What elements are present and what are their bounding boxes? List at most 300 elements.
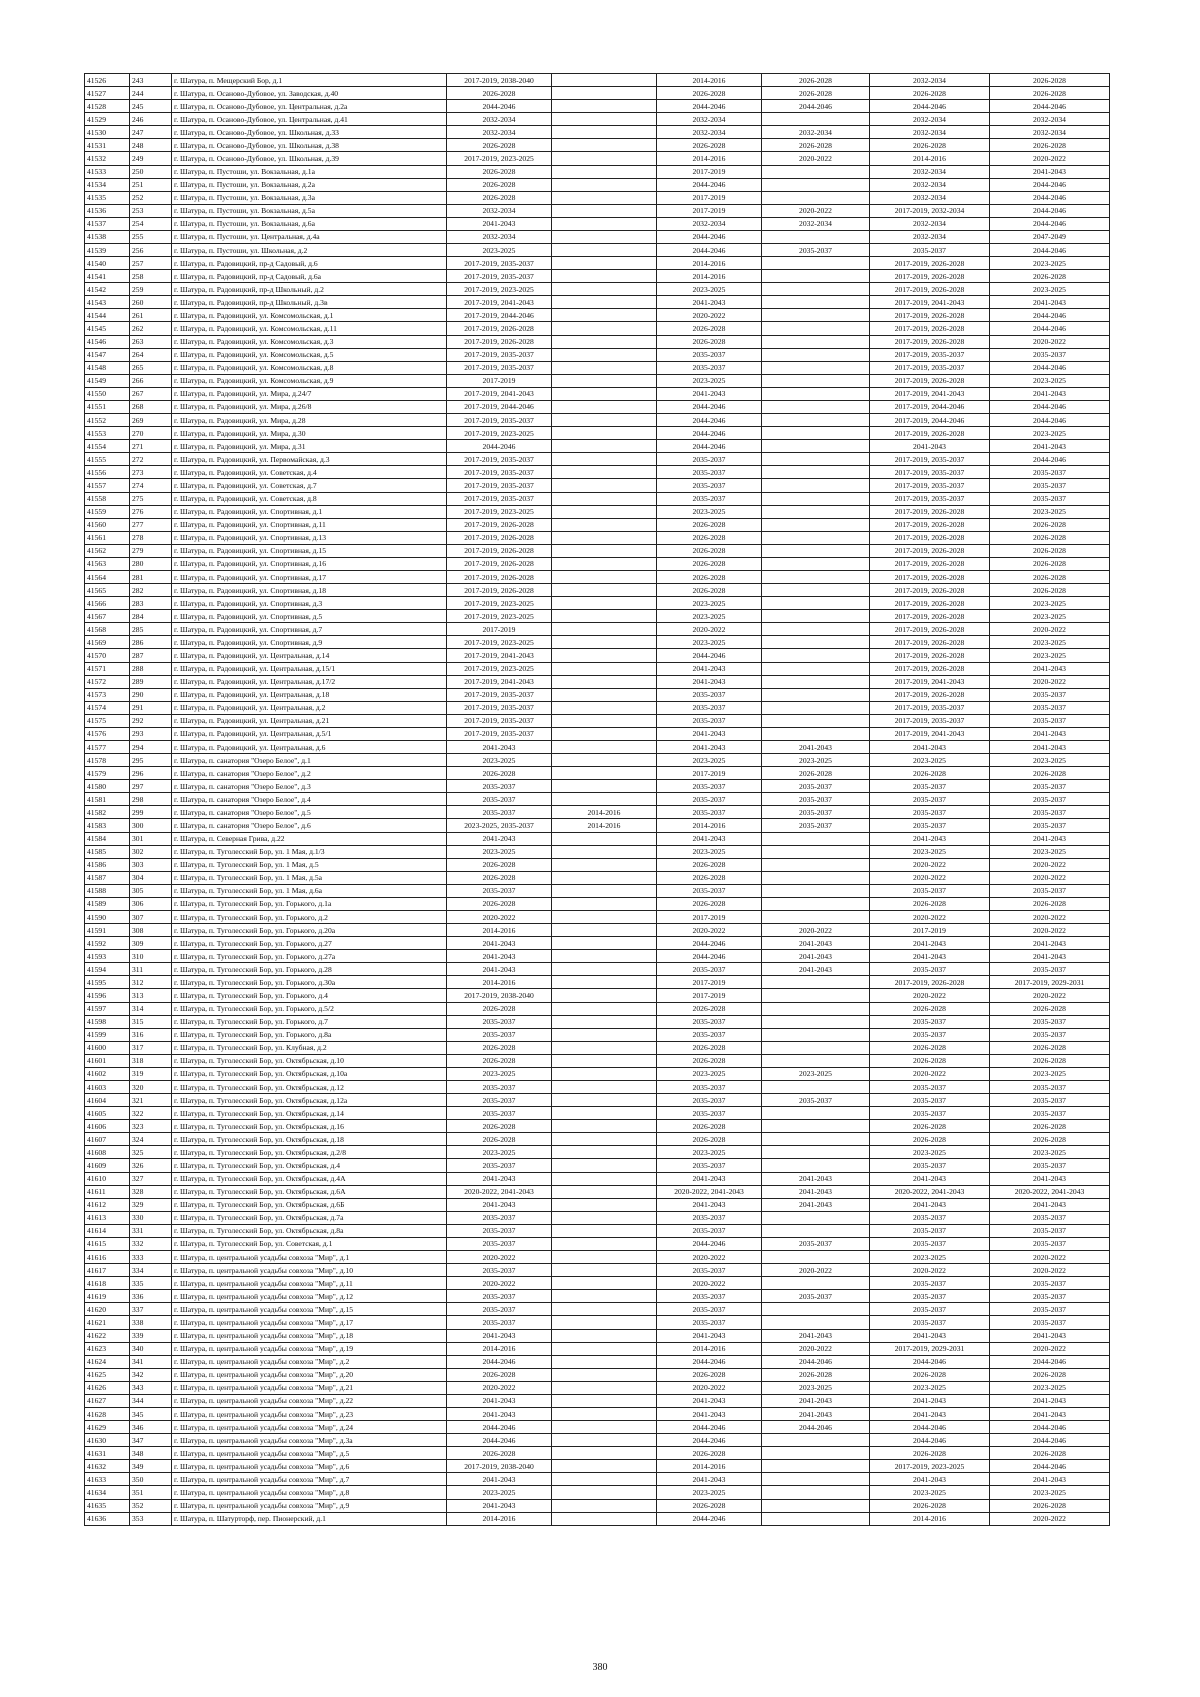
item-number-cell: 335 <box>130 1277 172 1290</box>
period-1-cell: 2014-2016 <box>447 1512 552 1525</box>
period-2-cell <box>552 557 657 570</box>
period-1-cell: 2035-2037 <box>447 806 552 819</box>
address-cell: г. Шатура, п. Осаново-Дубовое, ул. Школьная, д.38 <box>172 139 447 152</box>
table-body <box>85 74 1110 1526</box>
table-row <box>85 662 1110 675</box>
row-id-cell: 41587 <box>85 871 130 884</box>
period-6-cell: 2032-2034 <box>990 126 1110 139</box>
address-cell: г. Шатура, п. Радовицкий, ул. Спортивная, д.18 <box>172 584 447 597</box>
period-4-cell <box>762 1512 870 1525</box>
period-1-cell: 2041-2043 <box>447 1198 552 1211</box>
row-id-cell: 41617 <box>85 1264 130 1277</box>
period-5-cell: 2032-2034 <box>870 191 990 204</box>
table-row <box>85 1460 1110 1473</box>
table-row <box>85 740 1110 753</box>
table-row <box>85 950 1110 963</box>
period-4-cell <box>762 623 870 636</box>
table-row <box>85 1368 1110 1381</box>
item-number-cell: 271 <box>130 440 172 453</box>
period-6-cell: 2026-2028 <box>990 897 1110 910</box>
period-6-cell: 2035-2037 <box>990 714 1110 727</box>
period-6-cell: 2026-2028 <box>990 584 1110 597</box>
item-number-cell: 344 <box>130 1394 172 1407</box>
item-number-cell: 343 <box>130 1381 172 1394</box>
row-id-cell: 41553 <box>85 427 130 440</box>
table-row <box>85 688 1110 701</box>
address-cell: г. Шатура, п. Туголесский Бор, ул. Октябрьская, д.18 <box>172 1133 447 1146</box>
period-6-cell: 2035-2037 <box>990 1224 1110 1237</box>
period-6-cell: 2035-2037 <box>990 1277 1110 1290</box>
period-1-cell: 2017-2019, 2035-2037 <box>447 348 552 361</box>
address-cell: г. Шатура, п. Осаново-Дубовое, ул. Заводская, д.40 <box>172 87 447 100</box>
period-6-cell: 2044-2046 <box>990 191 1110 204</box>
period-5-cell: 2017-2019, 2026-2028 <box>870 584 990 597</box>
item-number-cell: 249 <box>130 152 172 165</box>
period-6-cell: 2035-2037 <box>990 701 1110 714</box>
item-number-cell: 274 <box>130 479 172 492</box>
period-6-cell: 2026-2028 <box>990 74 1110 87</box>
period-1-cell: 2026-2028 <box>447 1368 552 1381</box>
period-4-cell <box>762 335 870 348</box>
period-1-cell: 2026-2028 <box>447 1447 552 1460</box>
item-number-cell: 257 <box>130 257 172 270</box>
period-3-cell: 2035-2037 <box>657 1107 762 1120</box>
table-row <box>85 1081 1110 1094</box>
period-5-cell: 2017-2019, 2035-2037 <box>870 479 990 492</box>
period-4-cell <box>762 845 870 858</box>
period-6-cell: 2017-2019, 2029-2031 <box>990 976 1110 989</box>
period-1-cell: 2041-2043 <box>447 937 552 950</box>
period-6-cell: 2026-2028 <box>990 139 1110 152</box>
period-3-cell: 2017-2019 <box>657 767 762 780</box>
row-id-cell: 41549 <box>85 374 130 387</box>
period-3-cell: 2023-2025 <box>657 845 762 858</box>
period-4-cell <box>762 479 870 492</box>
period-5-cell: 2044-2046 <box>870 100 990 113</box>
address-cell: г. Шатура, п. Радовицкий, ул. Спортивная, д.13 <box>172 531 447 544</box>
row-id-cell: 41583 <box>85 819 130 832</box>
period-1-cell: 2035-2037 <box>447 1316 552 1329</box>
period-6-cell: 2020-2022, 2041-2043 <box>990 1185 1110 1198</box>
period-3-cell: 2014-2016 <box>657 1342 762 1355</box>
period-2-cell <box>552 845 657 858</box>
period-1-cell: 2035-2037 <box>447 780 552 793</box>
period-4-cell <box>762 427 870 440</box>
item-number-cell: 339 <box>130 1329 172 1342</box>
period-5-cell: 2044-2046 <box>870 1355 990 1368</box>
period-3-cell: 2026-2028 <box>657 544 762 557</box>
period-6-cell: 2035-2037 <box>990 1028 1110 1041</box>
row-id-cell: 41529 <box>85 113 130 126</box>
period-1-cell: 2026-2028 <box>447 139 552 152</box>
period-6-cell: 2041-2043 <box>990 937 1110 950</box>
period-3-cell: 2017-2019 <box>657 191 762 204</box>
row-id-cell: 41548 <box>85 361 130 374</box>
item-number-cell: 345 <box>130 1407 172 1420</box>
period-4-cell: 2023-2025 <box>762 1067 870 1080</box>
period-2-cell <box>552 126 657 139</box>
period-6-cell: 2035-2037 <box>990 1159 1110 1172</box>
period-4-cell: 2035-2037 <box>762 244 870 257</box>
table-row <box>85 400 1110 413</box>
period-3-cell: 2026-2028 <box>657 897 762 910</box>
row-id-cell: 41582 <box>85 806 130 819</box>
table-row <box>85 1133 1110 1146</box>
period-4-cell <box>762 1054 870 1067</box>
period-1-cell: 2041-2043 <box>447 1172 552 1185</box>
period-4-cell: 2026-2028 <box>762 767 870 780</box>
period-2-cell <box>552 911 657 924</box>
period-3-cell: 2044-2046 <box>657 427 762 440</box>
period-3-cell: 2020-2022 <box>657 1277 762 1290</box>
address-cell: г. Шатура, п. Туголесский Бор, ул. Горького, д.8а <box>172 1028 447 1041</box>
period-5-cell: 2017-2019, 2026-2028 <box>870 623 990 636</box>
period-2-cell <box>552 230 657 243</box>
period-2-cell <box>552 610 657 623</box>
table-row <box>85 1277 1110 1290</box>
item-number-cell: 297 <box>130 780 172 793</box>
period-2-cell <box>552 1041 657 1054</box>
row-id-cell: 41627 <box>85 1394 130 1407</box>
period-6-cell: 2041-2043 <box>990 296 1110 309</box>
period-6-cell: 2041-2043 <box>990 727 1110 740</box>
row-id-cell: 41608 <box>85 1146 130 1159</box>
row-id-cell: 41600 <box>85 1041 130 1054</box>
period-5-cell: 2017-2019, 2026-2028 <box>870 322 990 335</box>
period-1-cell: 2044-2046 <box>447 1355 552 1368</box>
period-5-cell: 2035-2037 <box>870 1277 990 1290</box>
table-row <box>85 1499 1110 1512</box>
address-cell: г. Шатура, п. центральной усадьбы совхоза "Мир", д.12 <box>172 1290 447 1303</box>
row-id-cell: 41633 <box>85 1473 130 1486</box>
period-3-cell: 2044-2046 <box>657 1355 762 1368</box>
row-id-cell: 41559 <box>85 505 130 518</box>
period-6-cell: 2026-2028 <box>990 518 1110 531</box>
address-cell: г. Шатура, п. центральной усадьбы совхоза "Мир", д.23 <box>172 1407 447 1420</box>
item-number-cell: 283 <box>130 597 172 610</box>
period-5-cell: 2035-2037 <box>870 1015 990 1028</box>
period-2-cell <box>552 1185 657 1198</box>
period-4-cell <box>762 911 870 924</box>
period-5-cell: 2044-2046 <box>870 1421 990 1434</box>
table-row <box>85 937 1110 950</box>
item-number-cell: 307 <box>130 911 172 924</box>
period-6-cell: 2023-2025 <box>990 427 1110 440</box>
row-id-cell: 41555 <box>85 453 130 466</box>
row-id-cell: 41614 <box>85 1224 130 1237</box>
address-cell: г. Шатура, п. Туголесский Бор, ул. Горького, д.7 <box>172 1015 447 1028</box>
period-3-cell: 2026-2028 <box>657 1120 762 1133</box>
period-5-cell: 2026-2028 <box>870 1368 990 1381</box>
period-1-cell: 2026-2028 <box>447 871 552 884</box>
period-6-cell: 2020-2022 <box>990 1251 1110 1264</box>
row-id-cell: 41572 <box>85 675 130 688</box>
period-4-cell <box>762 1081 870 1094</box>
item-number-cell: 282 <box>130 584 172 597</box>
table-row <box>85 296 1110 309</box>
table-row <box>85 374 1110 387</box>
period-3-cell: 2035-2037 <box>657 479 762 492</box>
row-id-cell: 41560 <box>85 518 130 531</box>
period-1-cell: 2017-2019 <box>447 623 552 636</box>
period-5-cell: 2017-2019, 2026-2028 <box>870 505 990 518</box>
period-4-cell: 2041-2043 <box>762 1198 870 1211</box>
period-3-cell: 2023-2025 <box>657 610 762 623</box>
period-4-cell <box>762 230 870 243</box>
address-cell: г. Шатура, п. центральной усадьбы совхоза "Мир", д.9 <box>172 1499 447 1512</box>
period-3-cell: 2026-2028 <box>657 1499 762 1512</box>
period-2-cell <box>552 152 657 165</box>
row-id-cell: 41532 <box>85 152 130 165</box>
address-cell: г. Шатура, п. Радовицкий, ул. Комсомольская, д.8 <box>172 361 447 374</box>
period-1-cell: 2017-2019, 2026-2028 <box>447 584 552 597</box>
item-number-cell: 338 <box>130 1316 172 1329</box>
period-3-cell: 2044-2046 <box>657 1512 762 1525</box>
period-4-cell <box>762 1277 870 1290</box>
period-5-cell: 2017-2019, 2041-2043 <box>870 387 990 400</box>
period-1-cell: 2017-2019, 2023-2025 <box>447 610 552 623</box>
period-5-cell: 2041-2043 <box>870 937 990 950</box>
period-4-cell <box>762 858 870 871</box>
period-4-cell: 2035-2037 <box>762 1290 870 1303</box>
row-id-cell: 41589 <box>85 897 130 910</box>
address-cell: г. Шатура, п. Радовицкий, ул. Мира, д.28 <box>172 414 447 427</box>
table-row <box>85 322 1110 335</box>
item-number-cell: 273 <box>130 466 172 479</box>
period-2-cell <box>552 1146 657 1159</box>
address-cell: г. Шатура, п. Радовицкий, ул. Центральная, д.15/1 <box>172 662 447 675</box>
row-id-cell: 41573 <box>85 688 130 701</box>
period-3-cell: 2014-2016 <box>657 257 762 270</box>
period-3-cell: 2044-2046 <box>657 178 762 191</box>
address-cell: г. Шатура, п. Радовицкий, ул. Мира, д.24/7 <box>172 387 447 400</box>
period-4-cell <box>762 1303 870 1316</box>
item-number-cell: 259 <box>130 283 172 296</box>
address-cell: г. Шатура, п. Радовицкий, ул. Центральная, д.21 <box>172 714 447 727</box>
item-number-cell: 275 <box>130 492 172 505</box>
period-3-cell: 2035-2037 <box>657 714 762 727</box>
period-5-cell: 2026-2028 <box>870 1133 990 1146</box>
period-4-cell <box>762 191 870 204</box>
period-1-cell: 2041-2043 <box>447 740 552 753</box>
period-5-cell: 2035-2037 <box>870 1237 990 1250</box>
period-2-cell <box>552 74 657 87</box>
item-number-cell: 291 <box>130 701 172 714</box>
item-number-cell: 299 <box>130 806 172 819</box>
address-cell: г. Шатура, п. Туголесский Бор, ул. Горького, д.27а <box>172 950 447 963</box>
period-6-cell: 2041-2043 <box>990 832 1110 845</box>
period-2-cell <box>552 727 657 740</box>
period-5-cell: 2017-2019, 2026-2028 <box>870 649 990 662</box>
row-id-cell: 41551 <box>85 400 130 413</box>
address-cell: г. Шатура, п. Радовицкий, ул. Первомайская, д.3 <box>172 453 447 466</box>
table-row <box>85 1329 1110 1342</box>
row-id-cell: 41605 <box>85 1107 130 1120</box>
period-3-cell: 2017-2019 <box>657 976 762 989</box>
period-4-cell: 2035-2037 <box>762 793 870 806</box>
period-5-cell: 2017-2019, 2026-2028 <box>870 597 990 610</box>
period-2-cell <box>552 1486 657 1499</box>
address-cell: г. Шатура, п. Туголесский Бор, ул. Октябрьская, д.2/8 <box>172 1146 447 1159</box>
period-5-cell: 2017-2019, 2026-2028 <box>870 518 990 531</box>
period-4-cell <box>762 505 870 518</box>
table-row <box>85 714 1110 727</box>
period-5-cell: 2041-2043 <box>870 1473 990 1486</box>
period-4-cell <box>762 257 870 270</box>
period-2-cell <box>552 322 657 335</box>
period-4-cell: 2026-2028 <box>762 139 870 152</box>
period-2-cell <box>552 1081 657 1094</box>
period-4-cell <box>762 361 870 374</box>
period-2-cell <box>552 479 657 492</box>
item-number-cell: 258 <box>130 270 172 283</box>
period-5-cell: 2017-2019, 2026-2028 <box>870 662 990 675</box>
period-4-cell <box>762 557 870 570</box>
period-5-cell: 2041-2043 <box>870 440 990 453</box>
item-number-cell: 294 <box>130 740 172 753</box>
address-cell: г. Шатура, п. Радовицкий, пр-д Школьный, д.3в <box>172 296 447 309</box>
period-4-cell <box>762 492 870 505</box>
period-4-cell: 2035-2037 <box>762 819 870 832</box>
period-3-cell: 2035-2037 <box>657 1264 762 1277</box>
period-5-cell: 2035-2037 <box>870 806 990 819</box>
period-5-cell: 2026-2028 <box>870 767 990 780</box>
row-id-cell: 41584 <box>85 832 130 845</box>
period-3-cell: 2017-2019 <box>657 204 762 217</box>
period-3-cell: 2044-2046 <box>657 414 762 427</box>
period-4-cell <box>762 270 870 283</box>
period-6-cell: 2035-2037 <box>990 1107 1110 1120</box>
period-5-cell: 2020-2022 <box>870 1067 990 1080</box>
row-id-cell: 41527 <box>85 87 130 100</box>
period-6-cell: 2020-2022 <box>990 1342 1110 1355</box>
period-2-cell <box>552 204 657 217</box>
item-number-cell: 331 <box>130 1224 172 1237</box>
item-number-cell: 325 <box>130 1146 172 1159</box>
period-4-cell: 2035-2037 <box>762 806 870 819</box>
period-4-cell: 2026-2028 <box>762 87 870 100</box>
address-cell: г. Шатура, п. Радовицкий, пр-д Садовый, д.6а <box>172 270 447 283</box>
period-6-cell: 2044-2046 <box>990 204 1110 217</box>
table-row <box>85 1355 1110 1368</box>
period-5-cell: 2035-2037 <box>870 884 990 897</box>
item-number-cell: 341 <box>130 1355 172 1368</box>
period-2-cell <box>552 858 657 871</box>
table-row <box>85 897 1110 910</box>
period-3-cell: 2020-2022, 2041-2043 <box>657 1185 762 1198</box>
table-row <box>85 675 1110 688</box>
period-1-cell: 2032-2034 <box>447 113 552 126</box>
item-number-cell: 289 <box>130 675 172 688</box>
period-2-cell <box>552 884 657 897</box>
address-cell: г. Шатура, п. Пустоши, ул. Школьная, д.2 <box>172 244 447 257</box>
table-row <box>85 649 1110 662</box>
period-5-cell: 2017-2019, 2026-2028 <box>870 636 990 649</box>
row-id-cell: 41540 <box>85 257 130 270</box>
address-cell: г. Шатура, п. Радовицкий, ул. Центральная, д.14 <box>172 649 447 662</box>
item-number-cell: 277 <box>130 518 172 531</box>
period-1-cell: 2014-2016 <box>447 1342 552 1355</box>
table-row <box>85 335 1110 348</box>
period-1-cell: 2020-2022 <box>447 1381 552 1394</box>
address-cell: г. Шатура, п. Туголесский Бор, ул. 1 Мая, д.5а <box>172 871 447 884</box>
period-6-cell: 2026-2028 <box>990 767 1110 780</box>
row-id-cell: 41526 <box>85 74 130 87</box>
table-row <box>85 1120 1110 1133</box>
table-row <box>85 1434 1110 1447</box>
period-3-cell: 2017-2019 <box>657 165 762 178</box>
table-row <box>85 1381 1110 1394</box>
period-4-cell <box>762 1041 870 1054</box>
period-5-cell: 2026-2028 <box>870 1054 990 1067</box>
address-cell: г. Шатура, п. Туголесский Бор, ул. Октябрьская, д.16 <box>172 1120 447 1133</box>
address-cell: г. Шатура, п. Туголесский Бор, ул. Горького, д.2 <box>172 911 447 924</box>
period-1-cell: 2041-2043 <box>447 1407 552 1420</box>
period-2-cell <box>552 924 657 937</box>
row-id-cell: 41601 <box>85 1054 130 1067</box>
table-row <box>85 1237 1110 1250</box>
period-4-cell: 2041-2043 <box>762 740 870 753</box>
item-number-cell: 304 <box>130 871 172 884</box>
item-number-cell: 317 <box>130 1041 172 1054</box>
address-cell: г. Шатура, п. Радовицкий, ул. Комсомольская, д.3 <box>172 335 447 348</box>
table-row <box>85 309 1110 322</box>
row-id-cell: 41567 <box>85 610 130 623</box>
table-row <box>85 113 1110 126</box>
item-number-cell: 346 <box>130 1421 172 1434</box>
period-2-cell <box>552 257 657 270</box>
period-4-cell <box>762 714 870 727</box>
table-row <box>85 976 1110 989</box>
period-4-cell: 2044-2046 <box>762 1355 870 1368</box>
address-cell: г. Шатура, п. центральной усадьбы совхоза "Мир", д.22 <box>172 1394 447 1407</box>
address-cell: г. Шатура, п. центральной усадьбы совхоза "Мир", д.7 <box>172 1473 447 1486</box>
period-4-cell <box>762 414 870 427</box>
period-2-cell <box>552 976 657 989</box>
address-cell: г. Шатура, п. Радовицкий, ул. Комсомольская, д.1 <box>172 309 447 322</box>
table-row <box>85 1290 1110 1303</box>
address-cell: г. Шатура, п. Радовицкий, пр-д Садовый, д.6 <box>172 257 447 270</box>
period-6-cell: 2044-2046 <box>990 453 1110 466</box>
row-id-cell: 41606 <box>85 1120 130 1133</box>
period-3-cell: 2026-2028 <box>657 1133 762 1146</box>
row-id-cell: 41634 <box>85 1486 130 1499</box>
period-1-cell: 2017-2019, 2035-2037 <box>447 688 552 701</box>
period-5-cell: 2041-2043 <box>870 1407 990 1420</box>
period-1-cell: 2035-2037 <box>447 1290 552 1303</box>
item-number-cell: 351 <box>130 1486 172 1499</box>
period-2-cell <box>552 544 657 557</box>
period-2-cell <box>552 793 657 806</box>
row-id-cell: 41569 <box>85 636 130 649</box>
period-4-cell: 2041-2043 <box>762 963 870 976</box>
table-row <box>85 87 1110 100</box>
period-1-cell: 2032-2034 <box>447 126 552 139</box>
row-id-cell: 41622 <box>85 1329 130 1342</box>
item-number-cell: 352 <box>130 1499 172 1512</box>
period-2-cell <box>552 832 657 845</box>
period-4-cell <box>762 1211 870 1224</box>
period-4-cell: 2020-2022 <box>762 152 870 165</box>
period-4-cell <box>762 662 870 675</box>
row-id-cell: 41592 <box>85 937 130 950</box>
table-row <box>85 283 1110 296</box>
period-6-cell: 2044-2046 <box>990 322 1110 335</box>
period-5-cell: 2017-2019, 2026-2028 <box>870 557 990 570</box>
row-id-cell: 41624 <box>85 1355 130 1368</box>
period-2-cell <box>552 1355 657 1368</box>
period-4-cell <box>762 989 870 1002</box>
